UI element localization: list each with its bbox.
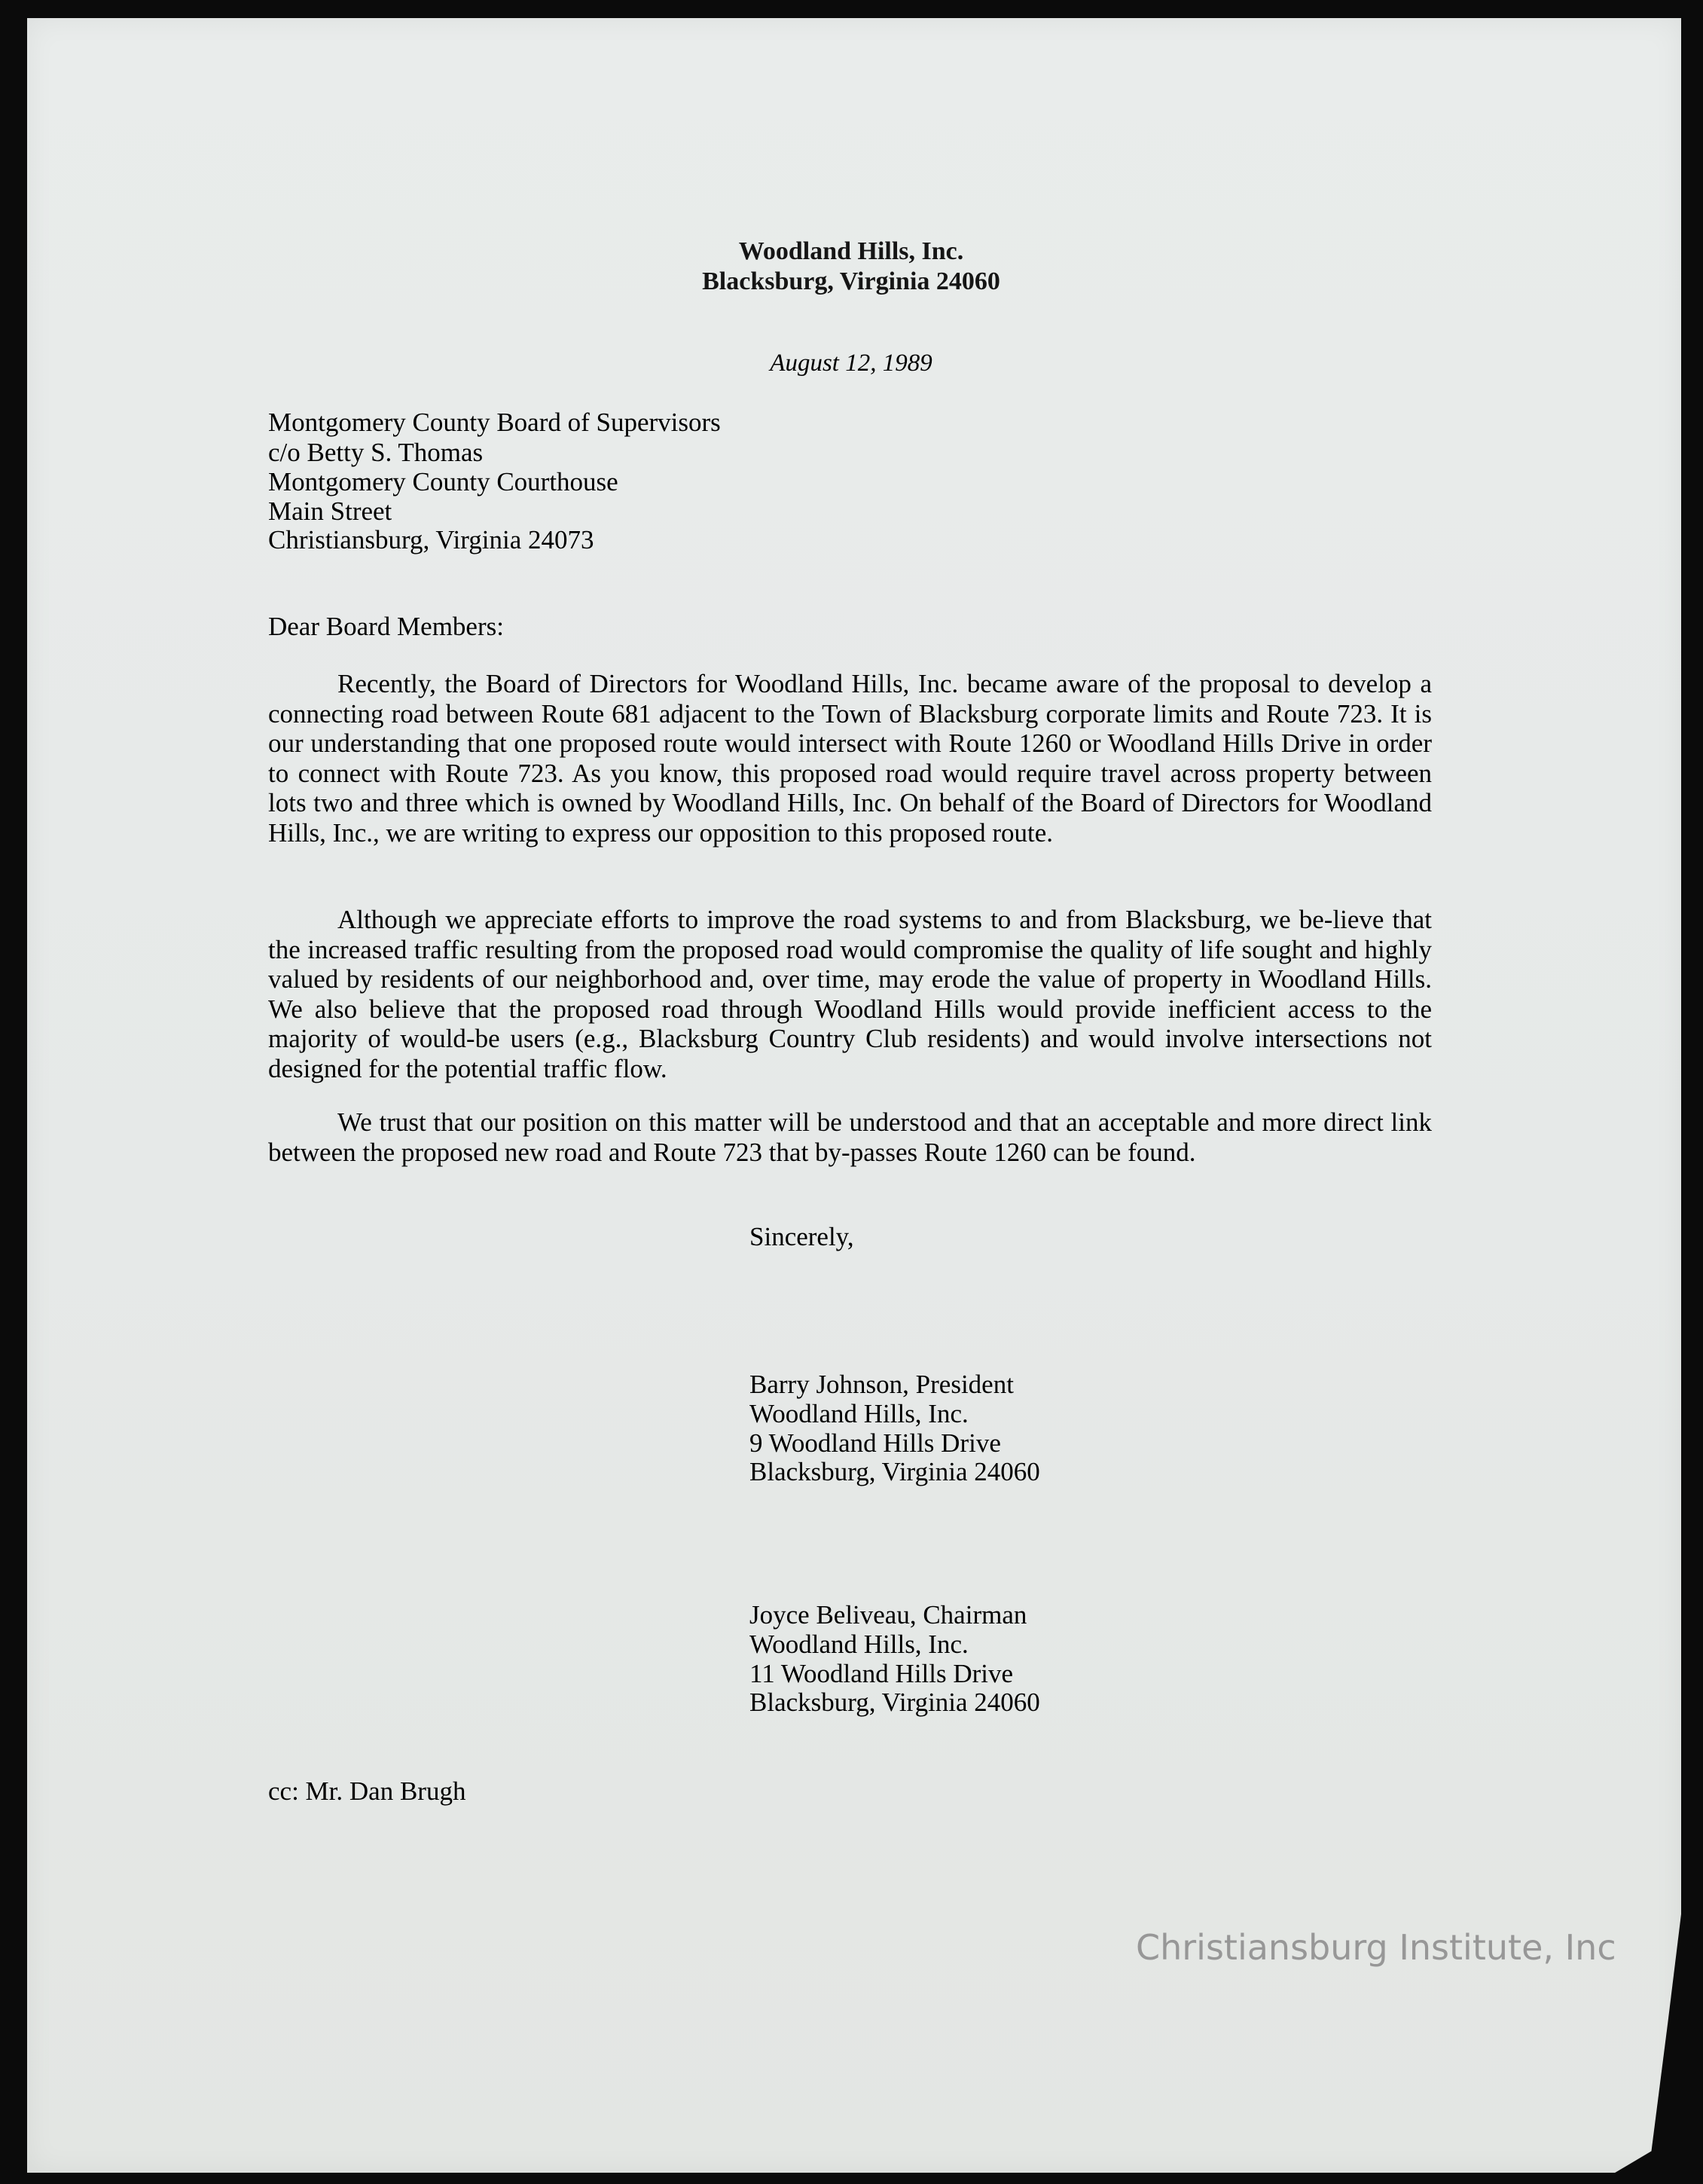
signer-street: 9 Woodland Hills Drive xyxy=(749,1428,1001,1458)
recipient-line: c/o Betty S. Thomas xyxy=(268,438,484,467)
salutation: Dear Board Members: xyxy=(268,612,504,641)
recipient-line: Montgomery County Courthouse xyxy=(268,467,618,496)
letter-page xyxy=(27,18,1681,2173)
letter-date: August 12, 1989 xyxy=(770,350,932,377)
recipient-line: Christiansburg, Virginia 24073 xyxy=(268,525,594,554)
signer-company: Woodland Hills, Inc. xyxy=(749,1630,969,1659)
recipient-line: Montgomery County Board of Supervisors xyxy=(268,408,721,437)
signer-company: Woodland Hills, Inc. xyxy=(749,1399,969,1428)
body-paragraph: We trust that our position on this matter will be understood and that an acceptable and more direct link between the proposed new road and Route 723 that by-passes Route 1260 can be found. xyxy=(268,1107,1432,1167)
body-paragraph: Although we appreciate efforts to improve the road systems to and from Blacksburg, we be-lieve that the increased traffic resulting from the proposed road would compromise the quality of life sought and highly valued by residents of our neighborhood and, over time, may erode the value of property in Woodland Hills. We also believe that the proposed road through Woodland Hills would provide inefficient access to the majority of would-be users (e.g., Blacksburg Country Club residents) and would involve intersections not designed for the potential traffic flow. xyxy=(268,905,1432,1083)
recipient-line: Main Street xyxy=(268,496,392,526)
body-paragraph: Recently, the Board of Directors for Woodland Hills, Inc. became aware of the proposal to develop a connecting road between Route 681 adjacent to the Town of Blacksburg corporate limits and Route 723. It is our understanding that one proposed route would intersect with Route 1260 or Woodland Hills Drive in order to connect with Route 723. As you know, this proposed road would require travel across property between lots two and three which is owned by Woodland Hills, Inc. On behalf of the Board of Directors for Woodland Hills, Inc., we are writing to express our opposition to this proposed route. xyxy=(268,669,1432,848)
closing: Sincerely, xyxy=(749,1222,854,1251)
letterhead-company: Woodland Hills, Inc. xyxy=(738,237,964,265)
signer-city: Blacksburg, Virginia 24060 xyxy=(749,1688,1040,1717)
cc-line: cc: Mr. Dan Brugh xyxy=(268,1776,466,1806)
signer-street: 11 Woodland Hills Drive xyxy=(749,1659,1014,1688)
signer-name: Barry Johnson, President xyxy=(749,1370,1014,1399)
letterhead-city: Blacksburg, Virginia 24060 xyxy=(702,267,1000,295)
signer-city: Blacksburg, Virginia 24060 xyxy=(749,1457,1040,1486)
archive-watermark: Christiansburg Institute, Inc xyxy=(1136,1927,1616,1968)
signer-name: Joyce Beliveau, Chairman xyxy=(749,1600,1027,1630)
